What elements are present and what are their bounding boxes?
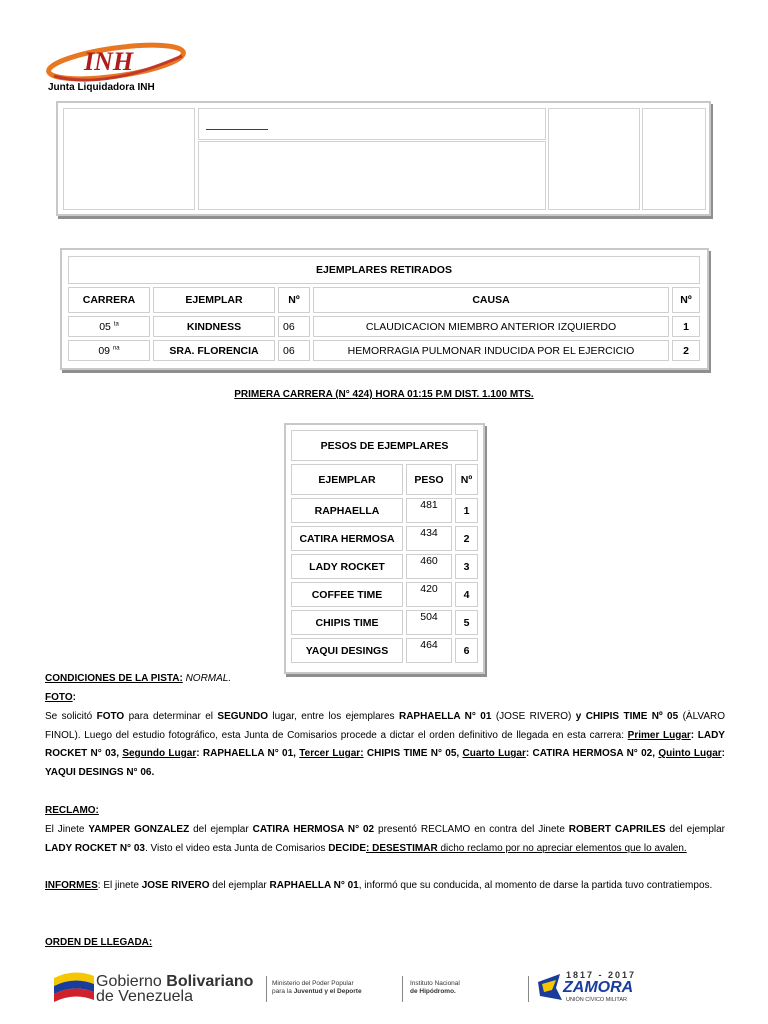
cell-num: 6 <box>455 638 478 663</box>
condiciones-label: CONDICIONES DE LA PISTA: <box>45 673 183 684</box>
header-box <box>56 101 711 216</box>
cell-num: 1 <box>455 498 478 523</box>
footer-divider <box>266 976 267 1002</box>
pesos-box <box>284 423 485 674</box>
retirados-table <box>65 253 703 364</box>
header-cell-r2 <box>642 108 706 210</box>
cell-num: 3 <box>455 554 478 579</box>
cell-num2: 2 <box>672 340 700 361</box>
venezuela-flag-icon <box>52 968 96 1002</box>
cell-ejemplar: CATIRA HERMOSA <box>291 526 403 551</box>
table-row <box>68 316 700 337</box>
col-num: Nº <box>455 464 478 495</box>
cell-num: 06 <box>278 316 310 337</box>
table-row <box>291 638 478 663</box>
col-carrera: CARRERA <box>68 287 150 313</box>
orden-label: ORDEN DE LLEGADA: <box>45 937 153 948</box>
org-name: Junta Liquidadora INH <box>48 82 155 93</box>
table-row <box>291 610 478 635</box>
cell-peso: 434 <box>406 526 452 551</box>
cell-causa: HEMORRAGIA PULMONAR INDUCIDA POR EL EJERCICIO <box>313 340 669 361</box>
cell-peso: 460 <box>406 554 452 579</box>
cell-ejemplar: YAQUI DESINGS <box>291 638 403 663</box>
cell-peso: 464 <box>406 638 452 663</box>
col-ejemplar: EJEMPLAR <box>153 287 275 313</box>
cell-num: 06 <box>278 340 310 361</box>
table-row <box>291 526 478 551</box>
reclamo-label: RECLAMO: <box>45 805 99 816</box>
col-num: Nº <box>278 287 310 313</box>
cell-ejemplar: LADY ROCKET <box>291 554 403 579</box>
cell-causa: CLAUDICACION MIEMBRO ANTERIOR IZQUIERDO <box>313 316 669 337</box>
footer-divider <box>402 976 403 1002</box>
cell-num: 2 <box>455 526 478 551</box>
header-cell-top <box>198 108 546 140</box>
footer-divider <box>528 976 529 1002</box>
gobierno-text: Gobierno Bolivariano de Venezuela <box>96 973 254 1005</box>
condiciones <box>45 670 725 689</box>
cell-ejemplar: SRA. FLORENCIA <box>153 340 275 361</box>
cell-peso: 481 <box>406 498 452 523</box>
race-title: PRIMERA CARRERA (N° 424) HORA 01:15 P.M DIST. 1.100 MTS. <box>234 389 534 400</box>
condiciones-value: NORMAL. <box>185 673 232 684</box>
instituto-text: Instituto Nacional de Hipódromo. <box>410 980 460 995</box>
cell-num: 5 <box>455 610 478 635</box>
cell-ejemplar: KINDNESS <box>153 316 275 337</box>
zamora-sub: UNIÓN CÍVICO MILITAR <box>566 997 628 1003</box>
retirados-title: EJEMPLARES RETIRADOS <box>68 256 700 284</box>
cell-ejemplar: COFFEE TIME <box>291 582 403 607</box>
ministerio-text: Ministerio del Poder Popular para la Juventud y el Deporte <box>272 980 362 995</box>
header-link-line <box>206 129 268 130</box>
cell-peso: 504 <box>406 610 452 635</box>
table-row <box>291 498 478 523</box>
zamora-emblem-icon <box>536 972 562 1002</box>
col-peso: PESO <box>406 464 452 495</box>
cell-peso: 420 <box>406 582 452 607</box>
header-cell-r1 <box>548 108 640 210</box>
foto-label: FOTO: <box>45 692 76 703</box>
table-row <box>68 340 700 361</box>
pesos-title: PESOS DE EJEMPLARES <box>291 430 478 461</box>
zamora-name: ZAMORA <box>563 979 634 996</box>
col-ejemplar: EJEMPLAR <box>291 464 403 495</box>
col-causa: CAUSA <box>313 287 669 313</box>
retirados-box <box>60 248 709 370</box>
cell-num: 4 <box>455 582 478 607</box>
logo-text: INH <box>84 47 134 76</box>
cell-ejemplar: CHIPIS TIME <box>291 610 403 635</box>
zamora-years: 1817 - 2017 <box>566 970 637 980</box>
table-row <box>291 582 478 607</box>
col-num2: Nº <box>672 287 700 313</box>
header-cell-left <box>63 108 195 210</box>
cell-carrera: 09 $^{na}$ <box>68 340 150 361</box>
foto-paragraph: Se solicitó FOTO para determinar el SEGUNDO lugar, entre los ejemplares RAPHAELLA N° 01 (JOSE RIVERO) y CHIPIS TIME Nº 05 (ÀLVARO FINOL). Luego del estudio fotográfico, esta Junta de Comisarios procede a dictar el orden definitivo de llegada en esta carrera: Primer Lugar: LADY ROCKET N° 03, Segundo Lugar: RAPHAELLA N° 01, Tercer Lugar: CHIPIS TIME N° 05, Cuarto Lugar: CATIRA HERMOSA N° 02, Quinto Lugar: YAQUI DESINGS N° 06. <box>45 711 726 778</box>
table-row <box>291 554 478 579</box>
reclamo-paragraph: El Jinete YAMPER GONZALEZ del ejemplar CATIRA HERMOSA N° 02 presentó RECLAMO en contra del Jinete ROBERT CAPRILES del ejemplar LADY ROCKET N° 03. Visto el video esta Junta de Comisarios DECIDE: DESESTIMAR dicho reclamo por no apreciar elementos que lo avalen. <box>45 824 726 854</box>
cell-carrera: 05 $^{ta}$ <box>68 316 150 337</box>
pesos-table <box>288 427 481 666</box>
inh-logo <box>44 40 189 88</box>
cell-num2: 1 <box>672 316 700 337</box>
header-cell-bottom <box>198 141 546 210</box>
cell-ejemplar: RAPHAELLA <box>291 498 403 523</box>
informes-paragraph: INFORMES: El jinete JOSE RIVERO del ejemplar RAPHAELLA N° 01, informó que su conducida, al momento de darse la partida tuvo contratiempos. <box>45 880 713 891</box>
